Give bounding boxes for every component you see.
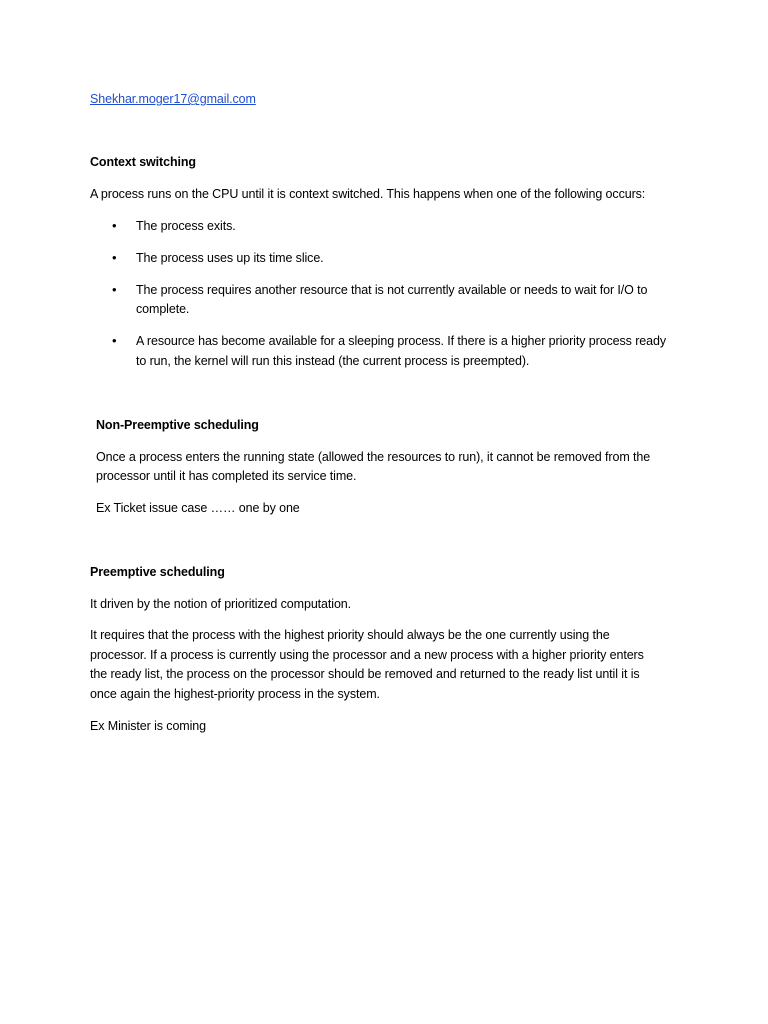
bullet-item-text: The process requires another resource that is not currently available or needs to wait for I/O to	[136, 283, 648, 297]
bullet-marker: •	[112, 333, 117, 348]
non-preemptive-heading: Non-Preemptive scheduling	[96, 418, 259, 432]
context-switching-intro: A process runs on the CPU until it is context switched. This happens when one of the following occurs:	[90, 187, 646, 201]
bullet-item-text: The process uses up its time slice.	[136, 251, 324, 265]
non-preemptive-paragraph-line: processor until it has completed its service time.	[96, 469, 357, 483]
bullet-marker: •	[112, 250, 117, 265]
non-preemptive-example: Ex Ticket issue case …… one by one	[96, 501, 300, 515]
context-switching-heading: Context switching	[90, 155, 196, 169]
preemptive-intro: It driven by the notion of prioritized computation.	[90, 597, 352, 611]
email-link[interactable]: Shekhar.moger17@gmail.com	[90, 92, 256, 106]
preemptive-paragraph-line: the ready list, the process on the processor should be removed and returned to the ready list until it is	[90, 667, 640, 681]
preemptive-paragraph-line: processor. If a process is currently using the processor and a new process with a higher priority enters	[90, 648, 644, 662]
bullet-item-text: A resource has become available for a sleeping process. If there is a higher priority process ready	[136, 334, 666, 348]
preemptive-example: Ex Minister is coming	[90, 719, 206, 733]
preemptive-paragraph-line: It requires that the process with the highest priority should always be the one currently using the	[90, 628, 610, 642]
preemptive-heading: Preemptive scheduling	[90, 565, 225, 579]
bullet-marker: •	[112, 282, 117, 297]
bullet-item-text: The process exits.	[136, 219, 236, 233]
bullet-item-text: complete.	[136, 302, 190, 316]
non-preemptive-paragraph-line: Once a process enters the running state (allowed the resources to run), it cannot be removed from the	[96, 450, 651, 464]
bullet-marker: •	[112, 218, 117, 233]
bullet-item-text: to run, the kernel will run this instead (the current process is preempted).	[136, 354, 530, 368]
preemptive-paragraph-line: once again the highest-priority process in the system.	[90, 687, 380, 701]
